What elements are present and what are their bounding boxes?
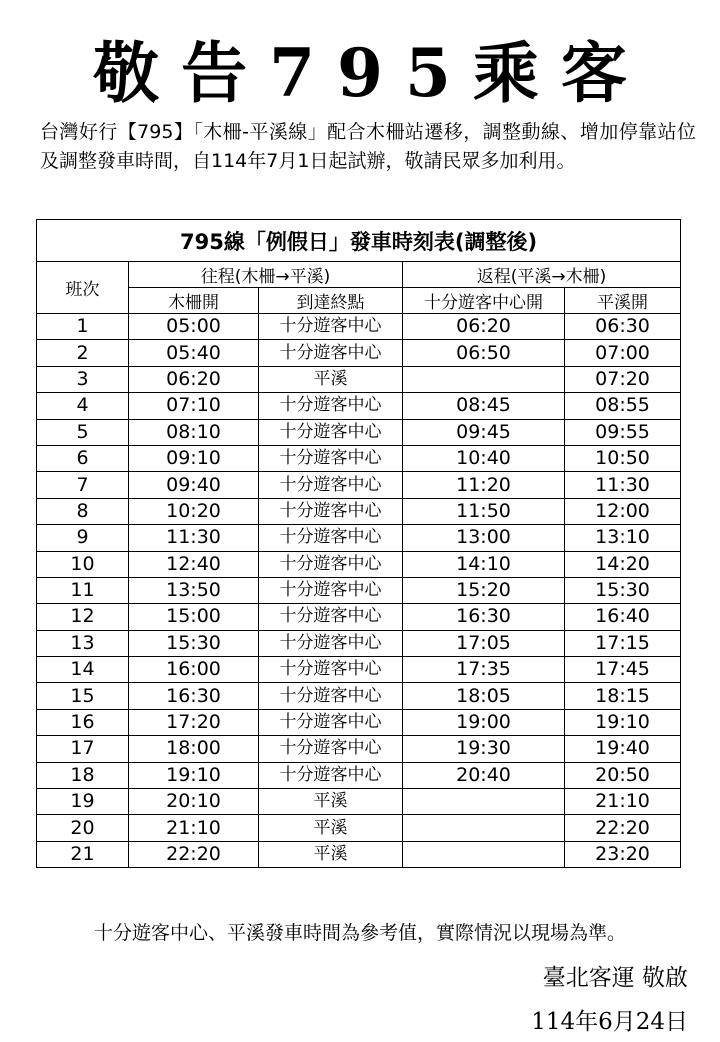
cell-depart-shifen: [403, 841, 565, 867]
cell-depart-muzha: 10:20: [129, 498, 259, 524]
timetable-body: [37, 314, 681, 868]
cell-depart-muzha: 19:10: [129, 762, 259, 788]
cell-depart-pingxi: 14:20: [565, 551, 681, 577]
table-row: [37, 683, 681, 709]
cell-terminal: 十分遊客中心: [259, 340, 403, 366]
cell-depart-shifen: [403, 366, 565, 392]
cell-depart-pingxi: 22:20: [565, 815, 681, 841]
cell-trip-number: 9: [37, 525, 129, 551]
table-row: [37, 789, 681, 815]
timetable-caption: 795線「例假日」發車時刻表(調整後): [37, 220, 681, 262]
outbound-header: 往程(木柵→平溪): [129, 262, 403, 288]
timetable: [36, 219, 681, 868]
cell-terminal: 十分遊客中心: [259, 683, 403, 709]
cell-depart-pingxi: 11:30: [565, 472, 681, 498]
cell-trip-number: 8: [37, 498, 129, 524]
col-depart-pingxi: 平溪開: [565, 288, 681, 314]
cell-depart-shifen: 06:50: [403, 340, 565, 366]
col-arrive-terminal: 到達終點: [259, 288, 403, 314]
cell-terminal: 十分遊客中心: [259, 419, 403, 445]
cell-depart-pingxi: 15:30: [565, 577, 681, 603]
cell-depart-pingxi: 06:30: [565, 314, 681, 340]
cell-terminal: 平溪: [259, 366, 403, 392]
cell-depart-muzha: 11:30: [129, 525, 259, 551]
col-depart-muzha: 木柵開: [129, 288, 259, 314]
cell-depart-pingxi: 16:40: [565, 604, 681, 630]
table-row: [37, 815, 681, 841]
cell-depart-shifen: 17:35: [403, 657, 565, 683]
cell-depart-shifen: 11:50: [403, 498, 565, 524]
cell-trip-number: 20: [37, 815, 129, 841]
cell-depart-pingxi: 10:50: [565, 445, 681, 471]
cell-terminal: 十分遊客中心: [259, 314, 403, 340]
table-row: [37, 709, 681, 735]
cell-trip-number: 11: [37, 577, 129, 603]
return-header: 返程(平溪→木柵): [403, 262, 681, 288]
table-row: [37, 314, 681, 340]
cell-depart-pingxi: 20:50: [565, 762, 681, 788]
table-row: [37, 736, 681, 762]
cell-depart-pingxi: 13:10: [565, 525, 681, 551]
cell-trip-number: 10: [37, 551, 129, 577]
cell-trip-number: 7: [37, 472, 129, 498]
table-row: [37, 393, 681, 419]
table-row: [37, 498, 681, 524]
cell-terminal: 十分遊客中心: [259, 736, 403, 762]
cell-trip-number: 21: [37, 841, 129, 867]
cell-terminal: 十分遊客中心: [259, 577, 403, 603]
cell-depart-shifen: [403, 815, 565, 841]
table-row: [37, 657, 681, 683]
cell-depart-shifen: 15:20: [403, 577, 565, 603]
cell-trip-number: 12: [37, 604, 129, 630]
cell-depart-muzha: 15:00: [129, 604, 259, 630]
cell-terminal: 十分遊客中心: [259, 551, 403, 577]
table-row: [37, 630, 681, 656]
cell-depart-shifen: 19:30: [403, 736, 565, 762]
cell-depart-muzha: 09:40: [129, 472, 259, 498]
cell-terminal: 十分遊客中心: [259, 472, 403, 498]
cell-trip-number: 5: [37, 419, 129, 445]
cell-depart-pingxi: 09:55: [565, 419, 681, 445]
cell-depart-muzha: 18:00: [129, 736, 259, 762]
table-row: [37, 577, 681, 603]
cell-depart-muzha: 06:20: [129, 366, 259, 392]
cell-depart-pingxi: 17:15: [565, 630, 681, 656]
cell-terminal: 平溪: [259, 789, 403, 815]
cell-terminal: 十分遊客中心: [259, 604, 403, 630]
cell-depart-shifen: 11:20: [403, 472, 565, 498]
cell-depart-pingxi: 19:40: [565, 736, 681, 762]
cell-terminal: 十分遊客中心: [259, 445, 403, 471]
cell-depart-muzha: 05:40: [129, 340, 259, 366]
notice-title: 敬告795乘客: [93, 34, 649, 112]
cell-terminal: 十分遊客中心: [259, 630, 403, 656]
cell-trip-number: 15: [37, 683, 129, 709]
cell-depart-muzha: 22:20: [129, 841, 259, 867]
cell-depart-shifen: 17:05: [403, 630, 565, 656]
signature: 臺北客運 敬啟: [542, 965, 688, 991]
cell-trip-number: 16: [37, 709, 129, 735]
cell-depart-pingxi: 17:45: [565, 657, 681, 683]
col-depart-shifen: 十分遊客中心開: [403, 288, 565, 314]
cell-depart-shifen: 06:20: [403, 314, 565, 340]
cell-depart-shifen: 13:00: [403, 525, 565, 551]
cell-depart-muzha: 16:00: [129, 657, 259, 683]
cell-depart-shifen: 09:45: [403, 419, 565, 445]
table-row: [37, 340, 681, 366]
cell-depart-shifen: 10:40: [403, 445, 565, 471]
cell-depart-shifen: 16:30: [403, 604, 565, 630]
cell-terminal: 十分遊客中心: [259, 393, 403, 419]
table-row: [37, 762, 681, 788]
cell-depart-pingxi: 07:20: [565, 366, 681, 392]
cell-depart-shifen: 14:10: [403, 551, 565, 577]
table-row: [37, 419, 681, 445]
table-row: [37, 445, 681, 471]
cell-terminal: 十分遊客中心: [259, 525, 403, 551]
cell-depart-muzha: 13:50: [129, 577, 259, 603]
cell-trip-number: 1: [37, 314, 129, 340]
cell-depart-shifen: 19:00: [403, 709, 565, 735]
notice-intro: 台灣好行【795】「木柵-平溪線」配合木柵站遷移，調整動線、增加停靠站位及調整發車時間，自114年7月1日起試辦，敬請民眾多加利用。: [40, 121, 696, 172]
table-row: [37, 525, 681, 551]
table-row: [37, 472, 681, 498]
cell-terminal: 平溪: [259, 815, 403, 841]
cell-depart-shifen: 08:45: [403, 393, 565, 419]
cell-trip-number: 18: [37, 762, 129, 788]
cell-depart-muzha: 20:10: [129, 789, 259, 815]
cell-trip-number: 6: [37, 445, 129, 471]
cell-depart-pingxi: 19:10: [565, 709, 681, 735]
cell-terminal: 十分遊客中心: [259, 498, 403, 524]
cell-trip-number: 17: [37, 736, 129, 762]
table-row: [37, 551, 681, 577]
cell-depart-muzha: 09:10: [129, 445, 259, 471]
cell-trip-number: 13: [37, 630, 129, 656]
cell-depart-pingxi: 12:00: [565, 498, 681, 524]
cell-depart-pingxi: 23:20: [565, 841, 681, 867]
timetable-note: 十分遊客中心、平溪發車時間為參考值，實際情況以現場為準。: [93, 922, 626, 944]
cell-depart-shifen: 20:40: [403, 762, 565, 788]
cell-depart-pingxi: 07:00: [565, 340, 681, 366]
cell-depart-pingxi: 08:55: [565, 393, 681, 419]
cell-terminal: 平溪: [259, 841, 403, 867]
cell-trip-number: 4: [37, 393, 129, 419]
cell-trip-number: 3: [37, 366, 129, 392]
cell-depart-muzha: 17:20: [129, 709, 259, 735]
cell-depart-shifen: [403, 789, 565, 815]
cell-depart-pingxi: 18:15: [565, 683, 681, 709]
col-trip-number: 班次: [37, 262, 129, 314]
cell-depart-muzha: 21:10: [129, 815, 259, 841]
cell-depart-muzha: 16:30: [129, 683, 259, 709]
cell-trip-number: 2: [37, 340, 129, 366]
cell-depart-muzha: 15:30: [129, 630, 259, 656]
notice-date: 114年6月24日: [531, 1009, 688, 1035]
cell-trip-number: 14: [37, 657, 129, 683]
table-row: [37, 366, 681, 392]
table-row: [37, 604, 681, 630]
cell-depart-muzha: 07:10: [129, 393, 259, 419]
cell-depart-muzha: 12:40: [129, 551, 259, 577]
cell-terminal: 十分遊客中心: [259, 657, 403, 683]
cell-depart-shifen: 18:05: [403, 683, 565, 709]
cell-depart-pingxi: 21:10: [565, 789, 681, 815]
cell-depart-muzha: 05:00: [129, 314, 259, 340]
cell-depart-muzha: 08:10: [129, 419, 259, 445]
cell-terminal: 十分遊客中心: [259, 762, 403, 788]
cell-trip-number: 19: [37, 789, 129, 815]
cell-terminal: 十分遊客中心: [259, 709, 403, 735]
table-row: [37, 841, 681, 867]
